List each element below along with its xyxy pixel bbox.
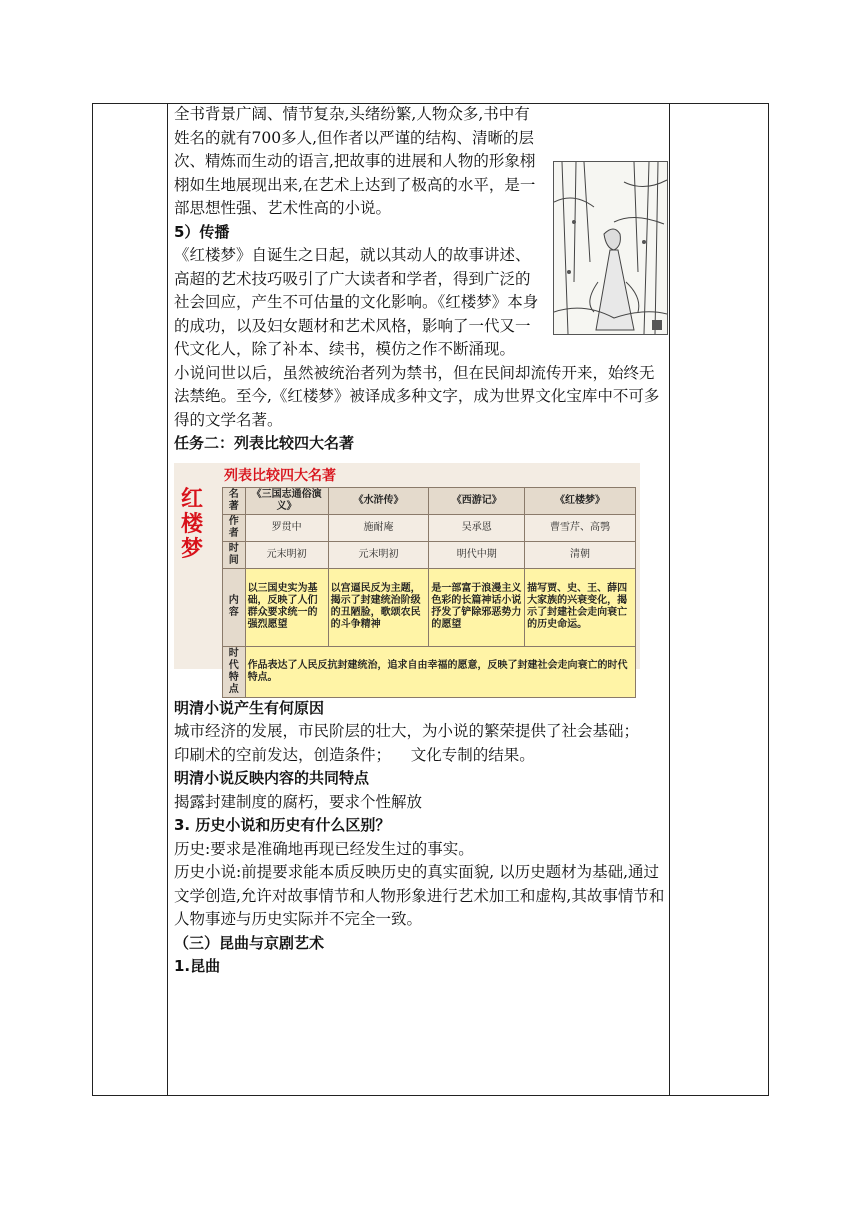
side-title: 红楼梦 xyxy=(180,486,203,562)
section-three-heading: （三）昆曲与京剧艺术 xyxy=(174,933,325,952)
table-cell: 罗贯中 xyxy=(245,514,328,541)
table-cell: 《水浒传》 xyxy=(328,487,429,514)
table-cell: 作者 xyxy=(223,514,246,541)
table-cell: 以三国史实为基础，反映了人们群众要求统一的强烈愿望 xyxy=(245,568,328,646)
table-row xyxy=(223,514,636,541)
history-novel-paragraph: 历史小说:前提要求能本质反映历史的真实面貌, 以历史题材为基础,通过文学创造,允许对故事情节和人物形象进行艺术加工和虚构,其故事情节和人物事迹与历史实际并不完全一致。 xyxy=(174,863,665,928)
illustration-image xyxy=(553,161,668,335)
table-cell: 《西游记》 xyxy=(429,487,525,514)
table-row xyxy=(223,646,636,697)
reason-heading: 明清小说产生有何原因 xyxy=(174,698,325,717)
intro-paragraph: 全书背景广阔、情节复杂,头绪纷繁,人物众多,书中有姓名的就有700多人,但作者以严谨的结构、清晰的层次、精炼而生动的语言,把故事的进展和人物的形象栩栩如生地展现出来,在艺术上达到了极高的水平，是一部思想性强、艺术性高的小说。 xyxy=(174,105,536,217)
table-cell: 《红楼梦》 xyxy=(525,487,636,514)
table-cell: 作品表达了人民反抗封建统治，追求自由幸福的愿意，反映了封建社会走向衰亡的时代特点。 xyxy=(245,646,635,697)
main-cell xyxy=(174,103,668,979)
table-cell: 元末明初 xyxy=(245,541,328,568)
table-row xyxy=(223,541,636,568)
table-cell: 元末明初 xyxy=(328,541,429,568)
common-paragraph: 揭露封建制度的腐朽，要求个性解放 xyxy=(174,792,423,811)
task-two-heading: 任务二：列表比较四大名著 xyxy=(174,434,355,452)
ban-paragraph: 小说问世以后，虽然被统治者列为禁书，但在民间却流传开来，始终无法禁绝。至今,《红楼梦》被译成多种文字，成为世界文化宝库中不可多得的文学名著。 xyxy=(174,363,660,429)
kunqu-heading: 1.昆曲 xyxy=(174,957,221,975)
history-paragraph: 历史:要求是准确地再现已经发生过的事实。 xyxy=(174,839,474,858)
comparison-table xyxy=(222,487,636,698)
column-divider-right xyxy=(669,103,670,1096)
table-cell: 以宫逼民反为主题，揭示了封建统治阶级的丑陋脸，歌颂农民的斗争精神 xyxy=(328,568,429,646)
table-cell: 时代特点 xyxy=(223,646,246,697)
table-cell: 清朝 xyxy=(525,541,636,568)
table-cell: 《三国志通俗演义》 xyxy=(245,487,328,514)
table-cell: 名著 xyxy=(223,487,246,514)
table-cell: 明代中期 xyxy=(429,541,525,568)
column-divider-left xyxy=(167,103,168,1096)
table-cell: 时间 xyxy=(223,541,246,568)
reason-paragraph-2: 印刷术的空前发达，创造条件； 文化专制的结果。 xyxy=(174,745,535,764)
table-cell: 吴承恩 xyxy=(429,514,525,541)
common-heading: 明清小说反映内容的共同特点 xyxy=(174,769,370,787)
table-cell: 是一部富于浪漫主义色彩的长篇神话小说抒发了铲除邪恶势力的愿望 xyxy=(429,568,525,646)
table-cell: 内容 xyxy=(223,568,246,646)
table-title: 列表比较四大名著 xyxy=(224,467,336,484)
table-cell: 施耐庵 xyxy=(328,514,429,541)
reason-paragraph-1: 城市经济的发展，市民阶层的壮大，为小说的繁荣提供了社会基础； xyxy=(174,722,640,740)
comparison-table-image xyxy=(174,463,640,695)
section-heading-spread: 5）传播 xyxy=(174,222,230,241)
spread-paragraph: 《红楼梦》自诞生之日起，就以其动人的故事讲述、高超的艺术技巧吸引了广大读者和学者，得到广泛的社会回应，产生不可估量的文化影响。《红楼梦》本身的成功，以及妇女题材和艺术风格，影响了一代又一代文化人，除了补本、续书，模仿之作不断涌现。 xyxy=(174,246,539,358)
table-row xyxy=(223,487,636,514)
table-cell: 曹雪芹、高鹗 xyxy=(525,514,636,541)
table-row xyxy=(223,568,636,646)
table-cell: 描写贾、史、王、薛四大家族的兴衰变化，揭示了封建社会走向衰亡的历史命运。 xyxy=(525,568,636,646)
question-three-heading: 3. 历史小说和历史有什么区别？ xyxy=(174,816,391,834)
